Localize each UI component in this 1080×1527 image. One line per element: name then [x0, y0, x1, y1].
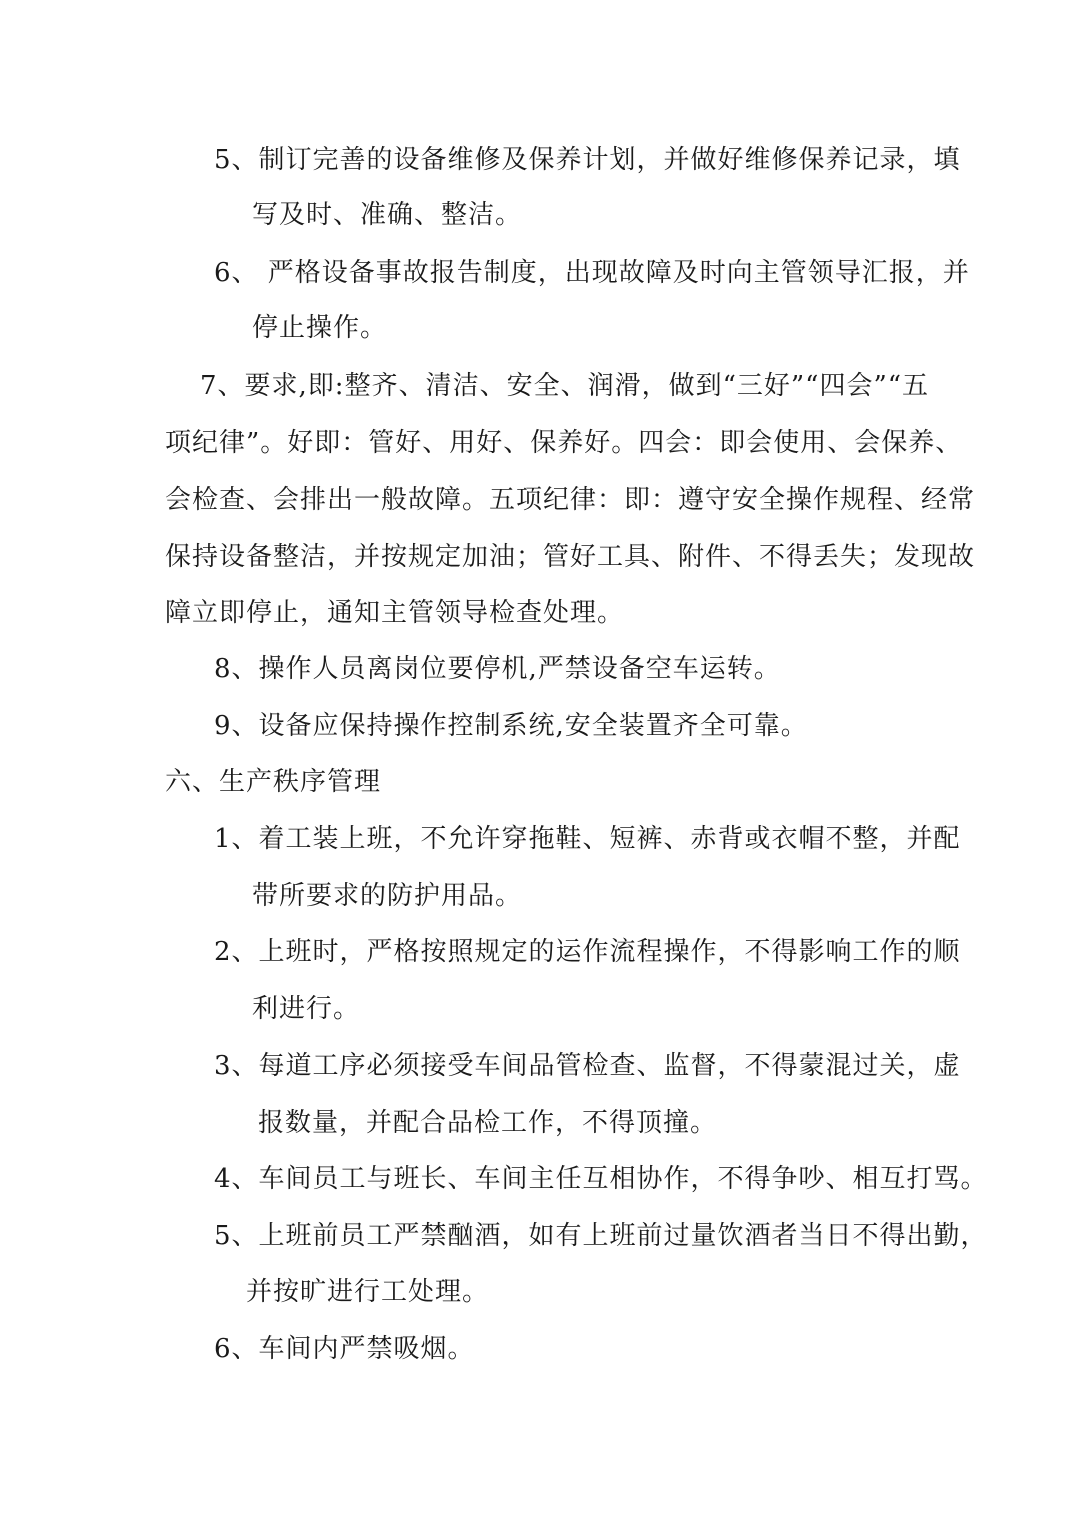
section-heading: 六、生产秩序管理 [165, 767, 382, 797]
text-line: 4、车间员工与班长、车间主任互相协作，不得争吵、相互打骂。 [214, 1164, 988, 1194]
text-line: 7、要求,即:整齐、清洁、安全、润滑，做到“三好”“四会”“五 [200, 371, 930, 401]
text-line: 停止操作。 [252, 313, 388, 343]
text-line: 3、每道工序必须接受车间品管检查、监督，不得蒙混过关，虚 [214, 1051, 961, 1081]
text-line: 8、操作人员离岗位要停机,严禁设备空车运转。 [214, 654, 781, 684]
text-line: 保持设备整洁，并按规定加油；管好工具、附件、不得丢失；发现故 [165, 542, 976, 572]
text-line: 写及时、准确、整洁。 [252, 200, 523, 230]
text-line: 利进行。 [252, 994, 361, 1024]
text-line: 项纪律”。好即：管好、用好、保养好。四会：即会使用、会保养、 [165, 428, 963, 458]
text-line: 2、上班时，严格按照规定的运作流程操作，不得影响工作的顺 [214, 937, 961, 967]
text-line: 1、着工装上班，不允许穿拖鞋、短裤、赤背或衣帽不整，并配 [214, 824, 961, 854]
text-line: 6、 严格设备事故报告制度，出现故障及时向主管领导汇报，并 [214, 258, 970, 288]
text-line: 报数量，并配合品检工作，不得顶撞。 [258, 1108, 718, 1138]
text-line: 会检查、会排出一般故障。五项纪律：即：遵守安全操作规程、经常 [165, 485, 976, 515]
text-line: 5、制订完善的设备维修及保养计划，并做好维修保养记录，填 [214, 145, 961, 175]
text-line: 带所要求的防护用品。 [252, 881, 523, 911]
text-line: 9、设备应保持操作控制系统,安全装置齐全可靠。 [214, 711, 808, 741]
text-line: 并按旷进行工处理。 [246, 1277, 490, 1307]
text-line: 障立即停止，通知主管领导检查处理。 [165, 598, 625, 628]
text-line: 6、车间内严禁吸烟。 [214, 1334, 475, 1364]
text-line: 5、上班前员工严禁酗酒，如有上班前过量饮酒者当日不得出勤， [214, 1221, 988, 1251]
